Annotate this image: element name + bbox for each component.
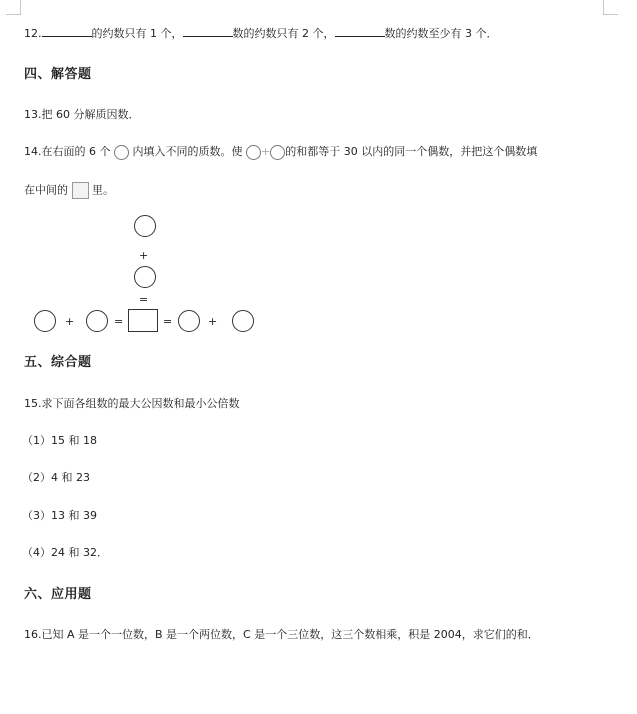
circle-icon <box>270 145 285 160</box>
q14-text-5: 里。 <box>88 183 114 197</box>
section-heading-6: 六、应用题 <box>24 587 92 602</box>
q14-text-3: 的和都等于 30 以内的同一个偶数，并把这个偶数填 <box>285 145 538 158</box>
q15-item-3: （3）13 和 39 <box>22 509 97 522</box>
diagram-center-box <box>128 309 158 332</box>
question-12 <box>24 25 498 42</box>
diagram-circle-top <box>134 215 156 237</box>
question-15: 15.求下面各组数的最大公因数和最小公倍数 <box>24 397 240 410</box>
diagram-equals-right: = <box>163 315 173 328</box>
diagram-circle-left-2 <box>86 310 108 332</box>
q12-text-2: 数的约数只有 2 个， <box>232 27 335 40</box>
diagram-circle-right-2 <box>232 310 254 332</box>
q12-number: 12. <box>24 27 42 40</box>
square-icon <box>72 182 89 199</box>
q14-text-1: 14.在右面的 6 个 <box>24 145 114 158</box>
q14-text-4: 在中间的 <box>24 183 72 197</box>
section-heading-4: 四、解答题 <box>24 67 92 82</box>
circle-icon <box>246 145 261 160</box>
section-heading-5: 五、综合题 <box>24 355 92 370</box>
q12-blank-3 <box>335 25 385 37</box>
q15-item-1: （1）15 和 18 <box>22 434 97 447</box>
question-14-line-2 <box>24 182 114 199</box>
question-13: 13.把 60 分解质因数． <box>24 108 140 121</box>
question-14-line-1 <box>24 144 537 160</box>
q12-text-3: 数的约数至少有 3 个． <box>384 27 498 40</box>
plus-sign: + <box>260 145 271 158</box>
diagram-circle-left-1 <box>34 310 56 332</box>
diagram-circle-right-1 <box>178 310 200 332</box>
q15-item-2: （2）4 和 23 <box>22 471 90 484</box>
q14-text-2: 内填入不同的质数。使 <box>128 145 246 158</box>
page-corner-mark-left <box>6 0 21 15</box>
diagram-circle-middle <box>134 266 156 288</box>
diagram-plus-vertical: + <box>139 249 149 262</box>
diagram-equals-left: = <box>114 315 124 328</box>
circle-icon <box>114 145 129 160</box>
question-16: 16.已知 A 是一个一位数，B 是一个两位数，C 是一个三位数，这三个数相乘，积是 2004，求它们的和． <box>24 628 539 641</box>
q15-item-4: （4）24 和 32． <box>22 546 108 559</box>
diagram-plus-left: + <box>65 315 75 328</box>
diagram-plus-right: + <box>208 315 218 328</box>
q12-blank-1 <box>42 25 92 37</box>
diagram-equals-vertical: = <box>139 293 149 306</box>
q12-blank-2 <box>183 25 233 37</box>
q12-text-1: 的约数只有 1 个， <box>91 27 183 40</box>
page-corner-mark-right <box>603 0 618 15</box>
